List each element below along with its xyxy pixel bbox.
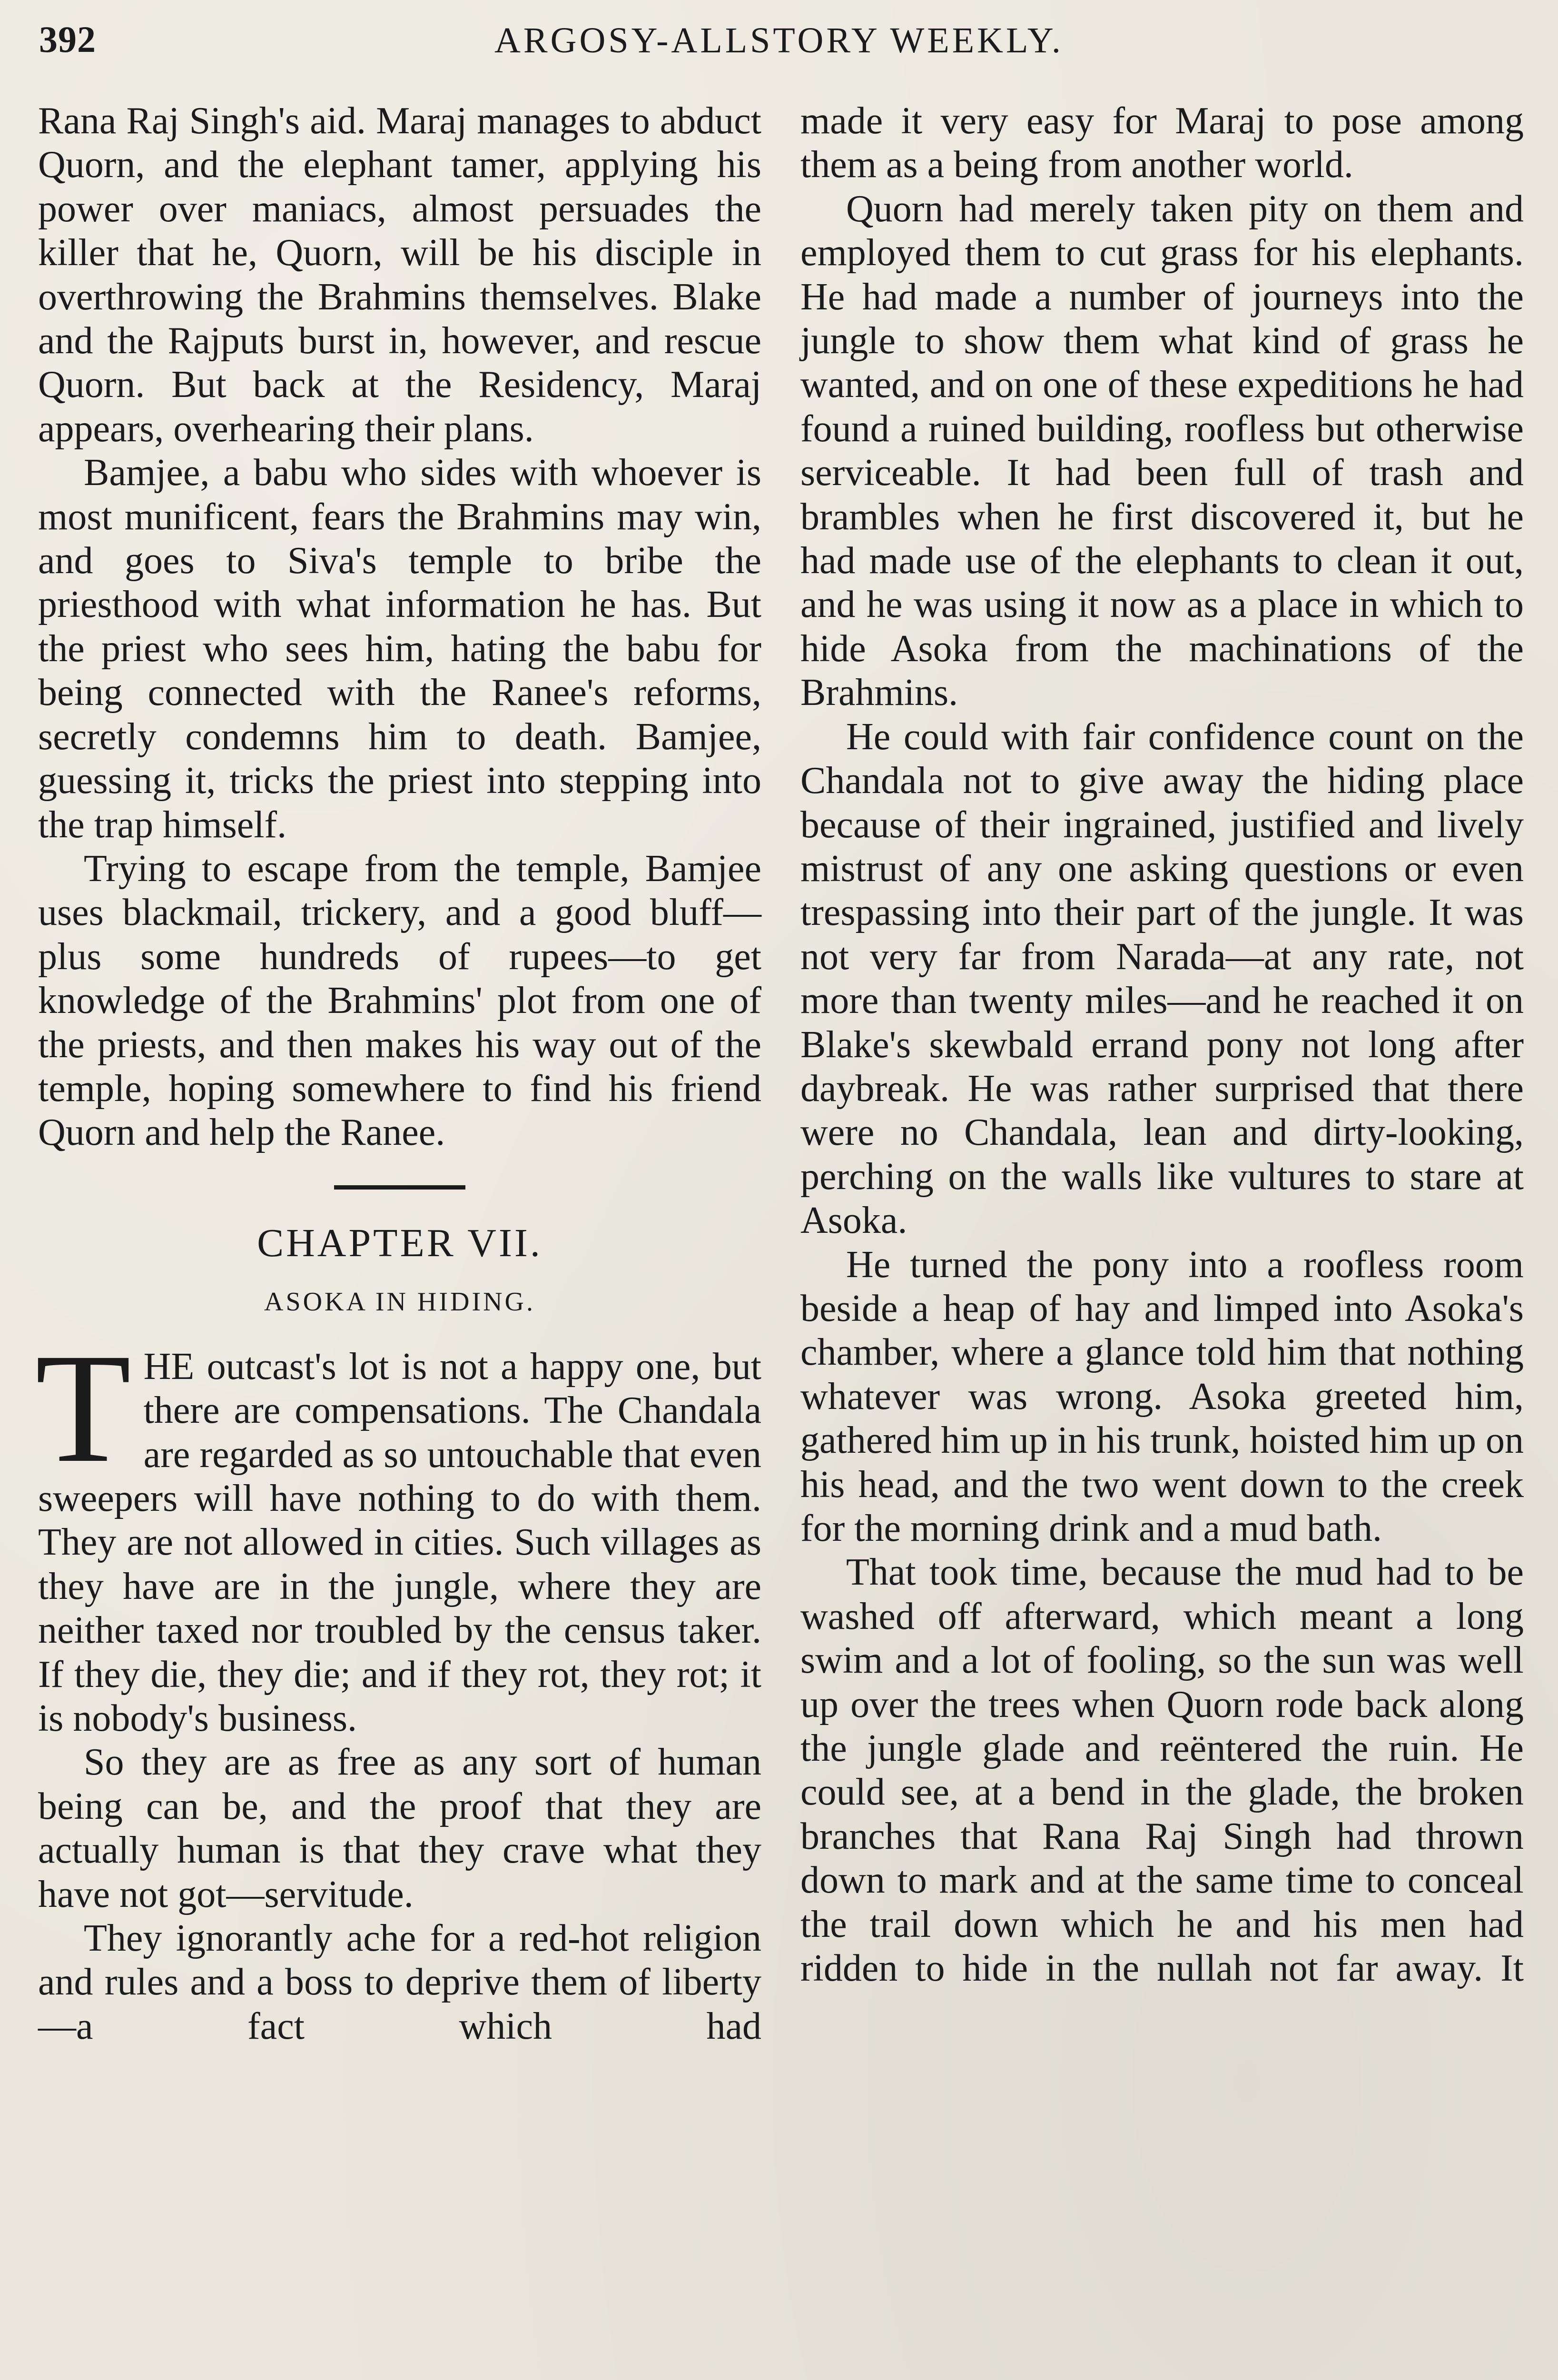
synopsis-paragraph-1: Rana Raj Singh's aid. Maraj manages to abduct Quorn, and the elephant tamer, applying his power over maniacs, almost persuades the killer that he, Quorn, will be his disciple in overthrowing the Brahmins themselves. Blake and the Rajputs burst in, however, and rescue Quorn. But back at the Residency, Maraj appears, overhearing their plans. [38, 100, 761, 450]
continued-paragraph-4: He turned the pony into a roofless room beside a heap of hay and limped into Asoka's chamber, where a glance told him that nothing whatever was wrong. Asoka greeted him, gathered him up in his trunk, hoisted him up on his head, and the two went down to the creek for the morning drink and a mud bath. [800, 1243, 1524, 1549]
drop-cap: T [35, 1321, 131, 1495]
running-title: ARGOSY-ALLSTORY WEEKLY. [494, 20, 1064, 60]
chapter-opening-paragraph [35, 1321, 761, 1741]
page-number: 392 [39, 19, 96, 60]
continued-paragraph-5: That took time, because the mud had to be washed off afterward, which meant a long swim and a lot of fooling, so the sun was well up over the trees when Quorn rode back along the jungle glade and reëntered the ruin. He could see, at a bend in the glade, the broken branches that Rana Raj Singh had thrown down to mark and at the same time to conceal the trail down which he and his men had ridden to hide in the nullah not far away. It [800, 1551, 1524, 1990]
synopsis-paragraph-2: Bamjee, a babu who sides with whoever is most munificent, fears the Brahmins may win, and goes to Siva's temple to bribe the priesthood with what information he has. But the priest who sees him, hating the babu for being connected with the Ranee's reforms, secretly condemns him to death. Bamjee, guessing it, tricks the priest into stepping into the trap himself. [38, 452, 761, 846]
chapter-paragraph-2: So they are as free as any sort of human being can be, and the proof that they are actually human is that they crave what they have not got—servitude. [38, 1741, 761, 1915]
chapter-title: CHAPTER VII. [257, 1220, 542, 1265]
chapter-opening-text: HE outcast's lot is not a happy one, but there are compensations. The Chandala are regarded as so untouchable that even sweepers will have nothing to do with them. They are not allowed in cities. Such villages as they have are in the jungle, where they are neither taxed nor troubled by the census taker. If they die, they die; and if they rot, they rot; it is nobody's business. [38, 1345, 761, 1739]
left-column [35, 99, 761, 2048]
continued-paragraph-1: made it very easy for Maraj to pose among them as a being from another world. [800, 100, 1524, 186]
chapter-subtitle: ASOKA IN HIDING. [264, 1287, 535, 1317]
synopsis-paragraph-3: Trying to escape from the temple, Bamjee uses blackmail, trickery, and a good bluff—plus some hundreds of rupees—to get knowledge of the Brahmins' plot from one of the priests, and then makes his way out of the temple, hoping somewhere to find his friend Quorn and help the Ranee. [38, 847, 761, 1154]
section-divider [334, 1185, 465, 1190]
page-header [39, 18, 1519, 70]
chapter-paragraph-3: They ignorantly ache for a red-hot religion and rules and a boss to deprive them of liberty—a fact which had [38, 1917, 761, 2047]
continued-paragraph-3: He could with fair confidence count on the Chandala not to give away the hiding place because of their ingrained, justified and lively mistrust of any one asking questions or even trespassing into their part of the jungle. It was not very far from Narada—at any rate, not more than twenty miles—and he reached it on Blake's skewbald errand pony not long after daybreak. He was rather surprised that there were no Chandala, lean and dirty-looking, perching on the walls like vultures to stare at Asoka. [800, 715, 1524, 1242]
continued-paragraph-2: Quorn had merely taken pity on them and employed them to cut grass for his elephants. He had made a number of journeys into the jungle to show them what kind of grass he wanted, and on one of these expeditions he had found a ruined building, roofless but otherwise serviceable. It had been full of trash and brambles when he first discovered it, but he had made use of the elephants to clean it out, and he was using it now as a place in which to hide Asoka from the machinations of the Brahmins. [800, 188, 1524, 714]
right-column [800, 99, 1524, 1990]
